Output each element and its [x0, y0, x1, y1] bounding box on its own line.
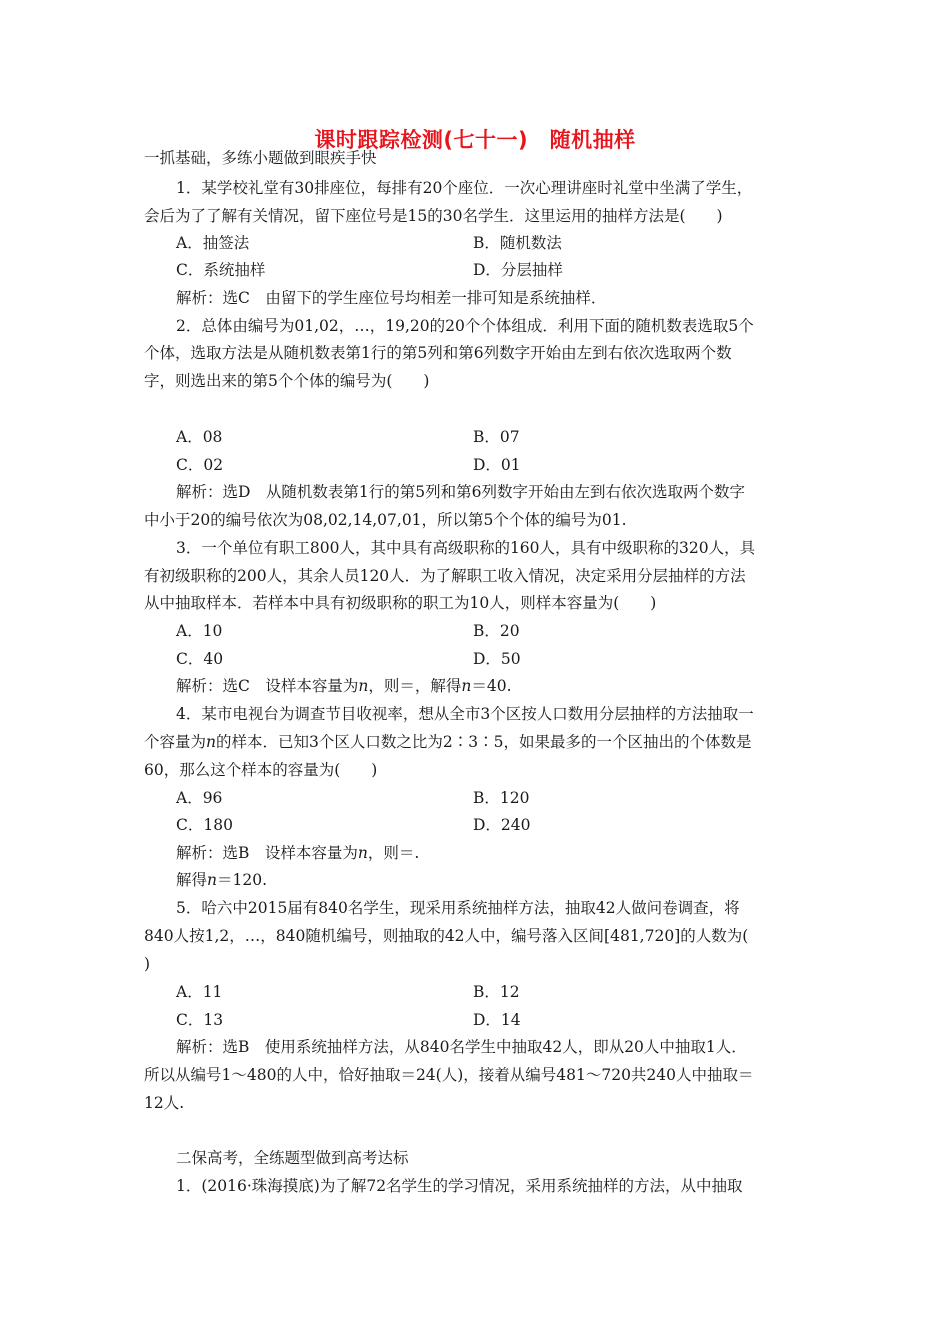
q5-line-2: 840人按1,2，…，840随机编号，则抽取的42人中，编号落入区间[481,720]的人数为(: [144, 927, 749, 945]
q4-option-d: D．240: [473, 816, 531, 834]
q2-line-2: 个体，选取方法是从随机数表第1行的第5列和第6列数字开始由左到右依次选取两个数: [144, 344, 732, 362]
q2-line-3: 字，则选出来的第5个个体的编号为( ): [144, 372, 430, 390]
q4-answer: [176, 843, 419, 863]
variable-n: n: [358, 677, 369, 695]
q2-option-b: B．07: [473, 428, 520, 446]
q3-line-3: 从中抽取样本．若样本中具有初级职称的职工为10人，则样本容量为( ): [144, 594, 657, 612]
q5-option-b: B．12: [473, 983, 520, 1001]
q2-line-1: 2．总体由编号为01,02，…，19,20的20个个体组成．利用下面的随机数表选取5个: [176, 317, 754, 335]
q3-option-b: B．20: [473, 622, 520, 640]
variable-n: n: [461, 677, 472, 695]
q1-line-1: 1．某学校礼堂有30排座位，每排有20个座位．一次心理讲座时礼堂中坐满了学生，: [176, 179, 753, 197]
q5-option-c: C．13: [176, 1011, 224, 1029]
q4-answer2-pre: 解得: [176, 871, 208, 889]
q1-option-b: B．随机数法: [473, 234, 562, 252]
q3-line-2: 有初级职称的200人，其余人员120人．为了解职工收入情况，决定采用分层抽样的方法: [144, 567, 746, 585]
q1-option-a: A．抽签法: [176, 234, 250, 252]
q1-answer: 解析：选C 由留下的学生座位号均相差一排可知是系统抽样．: [176, 289, 607, 307]
q3-answer-pre: 解析：选C 设样本容量为: [176, 677, 359, 695]
q2-answer-line-2: 中小于20的编号依次为08,02,14,07,01，所以第5个个体的编号为01.: [144, 511, 627, 529]
variable-n: n: [357, 844, 368, 862]
q2-option-c: C．02: [176, 456, 224, 474]
q4-line-3: 60，那么这个样本的容量为( ): [144, 761, 378, 779]
q3-answer-end: ＝40.: [471, 677, 512, 695]
q4-option-b: B．120: [473, 789, 530, 807]
q4-answer2-end: ＝120.: [217, 871, 268, 889]
q5-option-d: D．14: [473, 1011, 521, 1029]
variable-n: n: [206, 733, 216, 751]
q3-answer-mid: ，则＝，解得: [368, 677, 462, 695]
q2-option-d: D．01: [473, 456, 521, 474]
q4-answer-2: [176, 870, 267, 890]
variable-n: n: [207, 871, 217, 889]
q3-option-a: A．10: [176, 622, 223, 640]
q5-answer-line-3: 12人.: [144, 1094, 185, 1112]
q2-option-a: A．08: [176, 428, 223, 446]
section-heading-1: 一抓基础，多练小题做到眼疾手快: [144, 149, 377, 167]
section-heading-2: 二保高考，全练题型做到高考达标: [176, 1149, 409, 1167]
q4-line-2-end: 的样本．已知3个区人口数之比为2∶3∶5，如果最多的一个区抽出的个体数是: [216, 733, 752, 751]
q4-answer-end: ，则＝.: [367, 844, 420, 862]
q4-answer-pre: 解析：选B 设样本容量为: [176, 844, 358, 862]
page-title: 课时跟踪检测(七十一) 随机抽样: [314, 128, 636, 152]
q5-line-3: ): [144, 955, 151, 973]
q5-option-a: A．11: [176, 983, 223, 1001]
q4-line-1: 4．某市电视台为调查节目收视率，想从全市3个区按人口数用分层抽样的方法抽取一: [176, 705, 754, 723]
q5-answer-line-2: 所以从编号1～480的人中，恰好抽取＝24(人)，接着从编号481～720共240人中抽取＝: [144, 1066, 754, 1084]
q4-line-2-pre: 个容量为: [144, 733, 207, 751]
q3-line-1: 3．一个单位有职工800人，其中具有高级职称的160人，具有中级职称的320人，具: [176, 539, 756, 557]
q4-option-a: A．96: [176, 789, 223, 807]
q3-option-c: C．40: [176, 650, 224, 668]
q1-option-c: C．系统抽样: [176, 261, 266, 279]
part2-q1-line-1: 1．(2016·珠海摸底)为了解72名学生的学习情况，采用系统抽样的方法，从中抽取: [176, 1177, 743, 1195]
q1-option-d: D．分层抽样: [473, 261, 563, 279]
q5-answer-line-1: 解析：选B 使用系统抽样方法，从840名学生中抽取42人，即从20人中抽取1人．: [176, 1038, 747, 1056]
q3-option-d: D．50: [473, 650, 521, 668]
q5-line-1: 5．哈六中2015届有840名学生，现采用系统抽样方法，抽取42人做问卷调查，将: [176, 899, 740, 917]
q4-line-2: [144, 732, 751, 752]
q4-option-c: C．180: [176, 816, 233, 834]
q2-answer-line-1: 解析：选D 从随机数表第1行的第5列和第6列数字开始由左到右依次选取两个数字: [176, 483, 746, 501]
q1-line-2: 会后为了了解有关情况，留下座位号是15的30名学生．这里运用的抽样方法是( ): [144, 207, 723, 225]
q3-answer: [176, 676, 512, 696]
